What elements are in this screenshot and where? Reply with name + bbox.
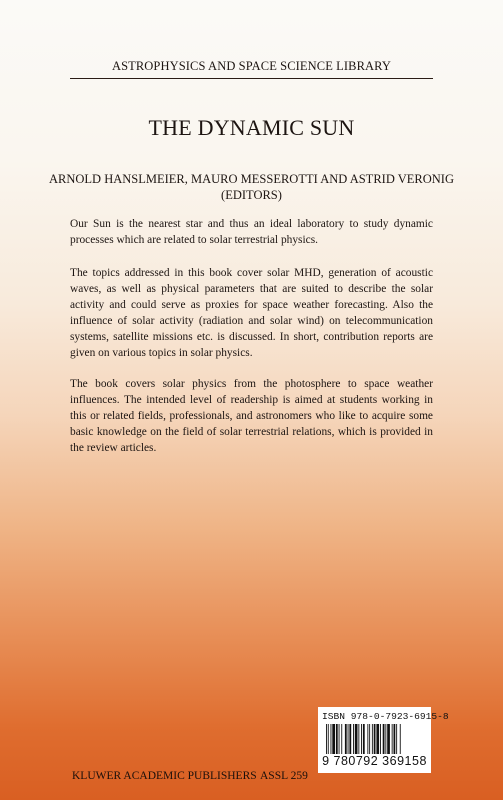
series-divider: [70, 78, 433, 79]
series-number: ASSL 259: [260, 770, 308, 782]
editors-label: (EDITORS): [221, 188, 282, 202]
publisher-name: KLUWER ACADEMIC PUBLISHERS: [72, 770, 257, 782]
book-title: THE DYNAMIC SUN: [148, 115, 355, 140]
series-name: ASTROPHYSICS AND SPACE SCIENCE LIBRARY: [111, 59, 392, 73]
blurb-paragraph-1: Our Sun is the nearest star and thus an ideal laboratory to study dynamic processes which are related to solar terrestrial physics.: [70, 218, 433, 246]
editors-names: ARNOLD HANSLMEIER, MAURO MESSEROTTI AND ASTRID VERONIG: [49, 172, 454, 186]
barcode-icon: [326, 724, 426, 754]
blurb-paragraph-3: The book covers solar physics from the photosphere to space weather influences. The intended level of readership is aimed at students working in this or related fields, professionals, and astronomers who like to acquire some basic knowledge on the field of solar terrestrial relations, which is provided in the review articles.: [70, 378, 433, 454]
blurb-paragraph-2: The topics addressed in this book cover solar MHD, generation of acoustic waves, as well as physical parameters that are suited to describe the solar activity and could serve as proxies for space weather forecasting. Also the influence of solar activity (radiation and solar wind) on telecommunication systems, satellite missions etc. is discussed. In short, contribution reports are given on various topics in solar physics.: [70, 267, 433, 359]
isbn-text: ISBN 978-0-7923-6915-8: [322, 711, 449, 722]
editors-block: [0, 171, 503, 203]
ean-digits: 9 780792 369158: [322, 754, 427, 768]
